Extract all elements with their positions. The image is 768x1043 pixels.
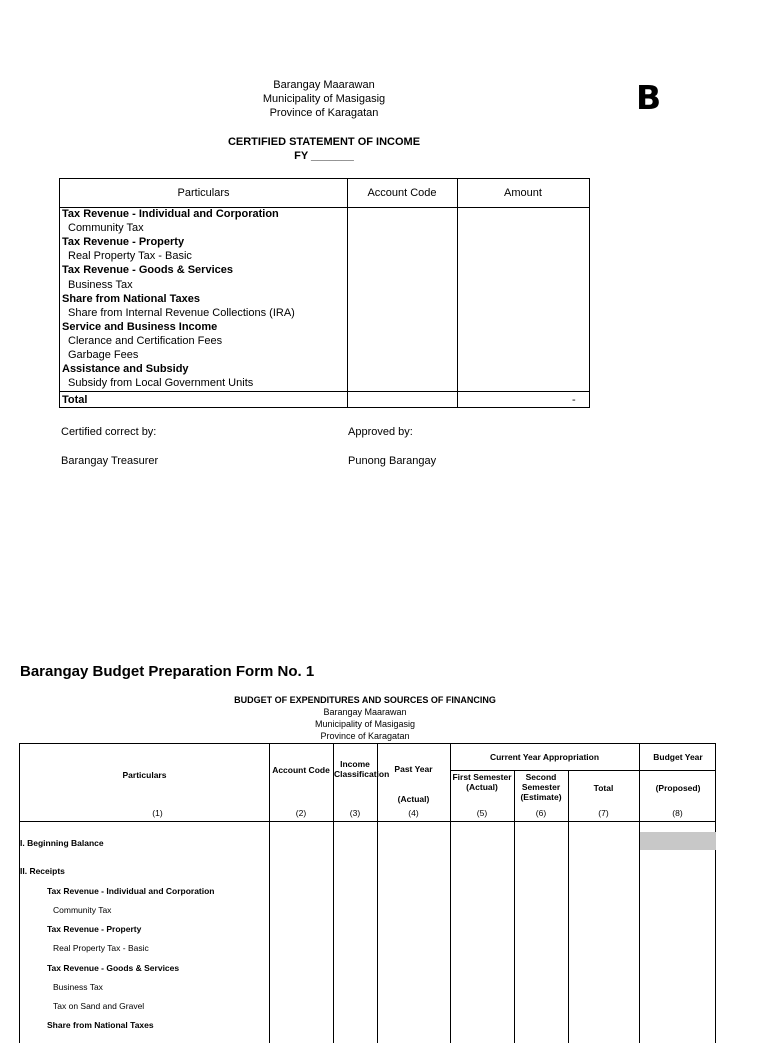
column-header-particulars: Particulars xyxy=(122,770,167,780)
column-divider xyxy=(347,179,348,407)
approved-label: Approved by: xyxy=(348,426,413,438)
province-name: Province of Karagatan xyxy=(269,107,379,119)
table-row: Subsidy from Local Government Units xyxy=(68,377,254,389)
table-row: Business Tax xyxy=(68,279,133,291)
total-label: Total xyxy=(62,394,88,406)
column-header-past-year: Past Year xyxy=(394,764,433,774)
total-amount: - xyxy=(572,394,576,406)
column-divider xyxy=(269,744,270,1043)
table-row: Community Tax xyxy=(68,222,144,234)
column-number: (3) xyxy=(349,808,361,818)
form-subtitle: BUDGET OF EXPENDITURES AND SOURCES OF FINANCING xyxy=(234,695,496,705)
column-divider xyxy=(333,744,334,1043)
barangay-name: Barangay Maarawan xyxy=(273,79,375,91)
form-province: Province of Karagatan xyxy=(320,731,410,741)
budget-row: Tax on Sand and Gravel xyxy=(53,1001,145,1011)
budget-row: Tax Revenue - Property xyxy=(47,924,142,934)
table-row: Share from National Taxes xyxy=(62,293,200,305)
budget-row: Tax Revenue - Individual and Corporation xyxy=(47,886,215,896)
form-title: Barangay Budget Preparation Form No. 1 xyxy=(20,663,315,680)
column-divider xyxy=(450,744,451,1043)
statement-title: CERTIFIED STATEMENT OF INCOME xyxy=(227,136,421,148)
table-row: Tax Revenue - Goods & Services xyxy=(62,264,233,276)
budget-row: I. Beginning Balance xyxy=(20,838,104,848)
column-number: (1) xyxy=(152,808,163,818)
table-row: Service and Business Income xyxy=(62,321,218,333)
budget-table xyxy=(19,743,716,1043)
column-number: (2) xyxy=(295,808,307,818)
column-number: (8) xyxy=(672,808,683,818)
table-row: Clerance and Certification Fees xyxy=(68,335,223,347)
treasurer-label: Barangay Treasurer xyxy=(61,455,159,467)
column-header-past-year-actual: (Actual) xyxy=(397,794,430,804)
budget-row: Community Tax xyxy=(53,905,112,915)
form-barangay: Barangay Maarawan xyxy=(323,707,407,717)
column-header-second-semester: Second Semester (Estimate) xyxy=(520,772,562,802)
fiscal-year: FY _______ xyxy=(294,150,354,162)
column-divider xyxy=(377,744,378,1043)
budget-row: II. Receipts xyxy=(20,866,65,876)
budget-row: Real Property Tax - Basic xyxy=(53,943,149,953)
table-row: Tax Revenue - Property xyxy=(62,236,185,248)
municipality-name: Municipality of Masigasig xyxy=(262,93,386,105)
column-header-amount: Amount xyxy=(504,187,542,199)
column-number: (7) xyxy=(598,808,609,818)
column-header-budget-year: Budget Year xyxy=(653,752,703,762)
column-header-income-class: Income Classification xyxy=(334,759,390,779)
punong-label: Punong Barangay xyxy=(348,455,437,467)
table-row: Share from Internal Revenue Collections (IRA) xyxy=(68,307,295,319)
subheader-divider xyxy=(450,770,716,771)
column-header-account-code: Account Code xyxy=(367,187,437,199)
column-header-current-year: Current Year Appropriation xyxy=(489,752,600,762)
column-divider xyxy=(457,179,458,407)
total-divider xyxy=(60,391,589,392)
column-header-particulars: Particulars xyxy=(177,187,230,199)
column-number: (6) xyxy=(535,808,547,818)
budget-row: Business Tax xyxy=(53,982,103,992)
income-table xyxy=(59,178,590,408)
column-header-account-code: Account Code xyxy=(272,765,330,775)
column-number: (4) xyxy=(408,808,419,818)
form-municipality: Municipality of Masigasig xyxy=(314,719,416,729)
column-header-total: Total xyxy=(593,783,614,793)
column-number: (5) xyxy=(476,808,488,818)
section-letter: B xyxy=(636,78,662,117)
table-row: Real Property Tax - Basic xyxy=(68,250,192,262)
table-row: Assistance and Subsidy xyxy=(62,363,189,375)
column-header-first-semester: First Semester (Actual) xyxy=(452,772,512,792)
header-divider xyxy=(20,821,716,822)
certified-label: Certified correct by: xyxy=(61,426,157,438)
table-row: Tax Revenue - Individual and Corporation xyxy=(62,208,279,220)
table-row: Garbage Fees xyxy=(68,349,139,361)
column-header-budget-proposed: (Proposed) xyxy=(655,783,701,793)
budget-row: Share from National Taxes xyxy=(47,1020,154,1030)
budget-row: Tax Revenue - Goods & Services xyxy=(47,963,180,973)
shaded-cell xyxy=(640,832,716,850)
